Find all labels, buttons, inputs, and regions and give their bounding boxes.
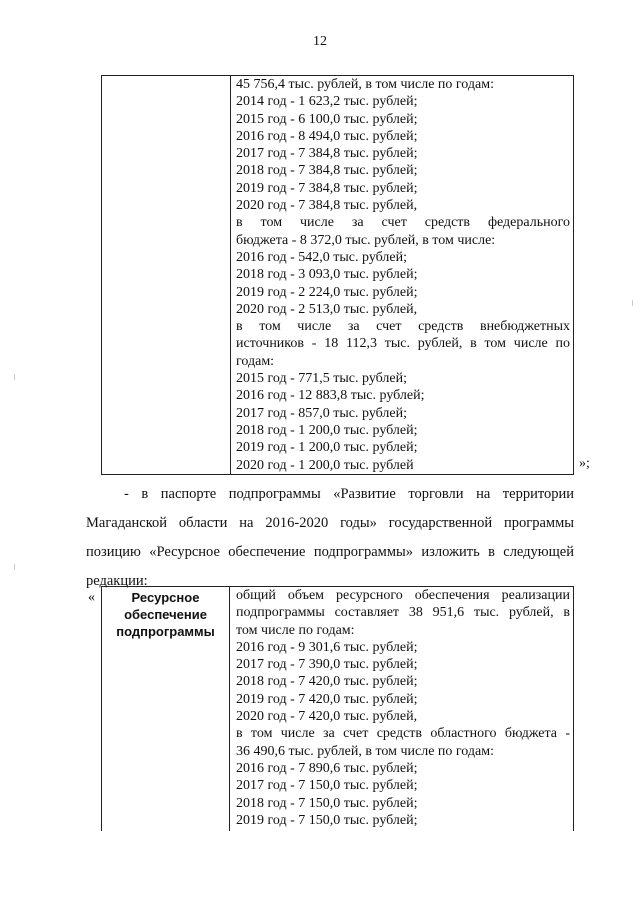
text-line: 2017 год - 7 150,0 тыс. рублей;	[236, 778, 418, 794]
text-line: 2017 год - 7 390,0 тыс. рублей;	[236, 657, 418, 673]
paragraph-line: позицию «Ресурсное обеспечение подпрограммы» изложить в следующей	[86, 544, 574, 560]
table-value-cell	[236, 76, 570, 474]
paragraph-line: Магаданской области на 2016-2020 годы» государственной программы	[86, 515, 574, 531]
text-line: 45 756,4 тыс. рублей, в том числе по годам:	[236, 77, 494, 92]
scan-mark	[14, 374, 15, 380]
text-line: 2016 год - 8 494,0 тыс. рублей;	[236, 128, 418, 144]
table-label-cell-empty	[102, 76, 231, 474]
resource-table-new	[101, 586, 574, 831]
paragraph-line: редакции:	[86, 573, 148, 589]
text-line: 2016 год - 542,0 тыс. рублей;	[236, 249, 408, 265]
text-line: 2019 год - 7 150,0 тыс. рублей;	[236, 812, 418, 828]
text-line: в том числе за счет средств областного бюджета -	[236, 726, 570, 742]
text-line: источников - 18 112,3 тыс. рублей, в том числе по	[236, 336, 570, 352]
text-line: 2020 год - 1 200,0 тыс. рублей	[236, 457, 414, 473]
text-line: 2020 год - 7 384,8 тыс. рублей,	[236, 198, 418, 214]
text-line: общий объем ресурсного обеспечения реализации	[236, 588, 570, 603]
text-line: годам:	[236, 353, 275, 369]
text-line: 2017 год - 7 384,8 тыс. рублей;	[236, 146, 418, 162]
table-label-line: Ресурсное	[131, 590, 200, 605]
text-line: 2016 год - 9 301,6 тыс. рублей;	[236, 639, 418, 655]
amendment-paragraph	[86, 480, 574, 596]
table-label-line: подпрограммы	[116, 624, 215, 639]
text-line: 2016 год - 12 883,8 тыс. рублей;	[236, 388, 425, 404]
text-line: 2015 год - 6 100,0 тыс. рублей;	[236, 111, 418, 127]
table-label-cell	[102, 587, 230, 831]
text-line: 2016 год - 7 890,6 тыс. рублей;	[236, 760, 418, 776]
text-line: в том числе за счет средств внебюджетных	[236, 319, 570, 335]
text-line: 2018 год - 7 150,0 тыс. рублей;	[236, 795, 418, 811]
text-line: 2015 год - 771,5 тыс. рублей;	[236, 371, 408, 387]
text-line: 36 490,6 тыс. рублей, в том числе по годам:	[236, 743, 494, 759]
text-line: 2020 год - 7 420,0 тыс. рублей,	[236, 709, 418, 725]
closing-quote: »;	[579, 456, 590, 471]
text-line: том числе по годам:	[236, 622, 355, 638]
text-line: 2019 год - 2 224,0 тыс. рублей;	[236, 284, 418, 300]
text-line: 2014 год - 1 623,2 тыс. рублей;	[236, 94, 418, 110]
opening-quote: «	[88, 590, 95, 605]
scan-mark	[632, 300, 633, 306]
text-line: 2020 год - 2 513,0 тыс. рублей,	[236, 301, 418, 317]
resource-table-continued	[101, 75, 574, 475]
text-line: бюджета - 8 372,0 тыс. рублей, в том числе:	[236, 232, 496, 248]
text-line: подпрограммы составляет 38 951,6 тыс. рублей, в	[236, 605, 570, 621]
text-line: 2018 год - 7 384,8 тыс. рублей;	[236, 163, 418, 179]
text-line: 2017 год - 857,0 тыс. рублей;	[236, 405, 408, 421]
text-line: в том числе за счет средств федерального	[236, 215, 570, 231]
table-label-line: обеспечение	[124, 607, 207, 622]
paragraph-line: - в паспорте подпрограммы «Развитие торговли на территории	[124, 486, 574, 502]
table-value-cell	[236, 587, 570, 829]
text-line: 2019 год - 1 200,0 тыс. рублей;	[236, 440, 418, 456]
text-line: 2018 год - 1 200,0 тыс. рублей;	[236, 422, 418, 438]
page-number: 12	[313, 34, 327, 49]
text-line: 2018 год - 3 093,0 тыс. рублей;	[236, 267, 418, 283]
text-line: 2018 год - 7 420,0 тыс. рублей;	[236, 674, 418, 690]
text-line: 2019 год - 7 384,8 тыс. рублей;	[236, 180, 418, 196]
text-line: 2019 год - 7 420,0 тыс. рублей;	[236, 691, 418, 707]
scan-mark	[14, 564, 15, 570]
